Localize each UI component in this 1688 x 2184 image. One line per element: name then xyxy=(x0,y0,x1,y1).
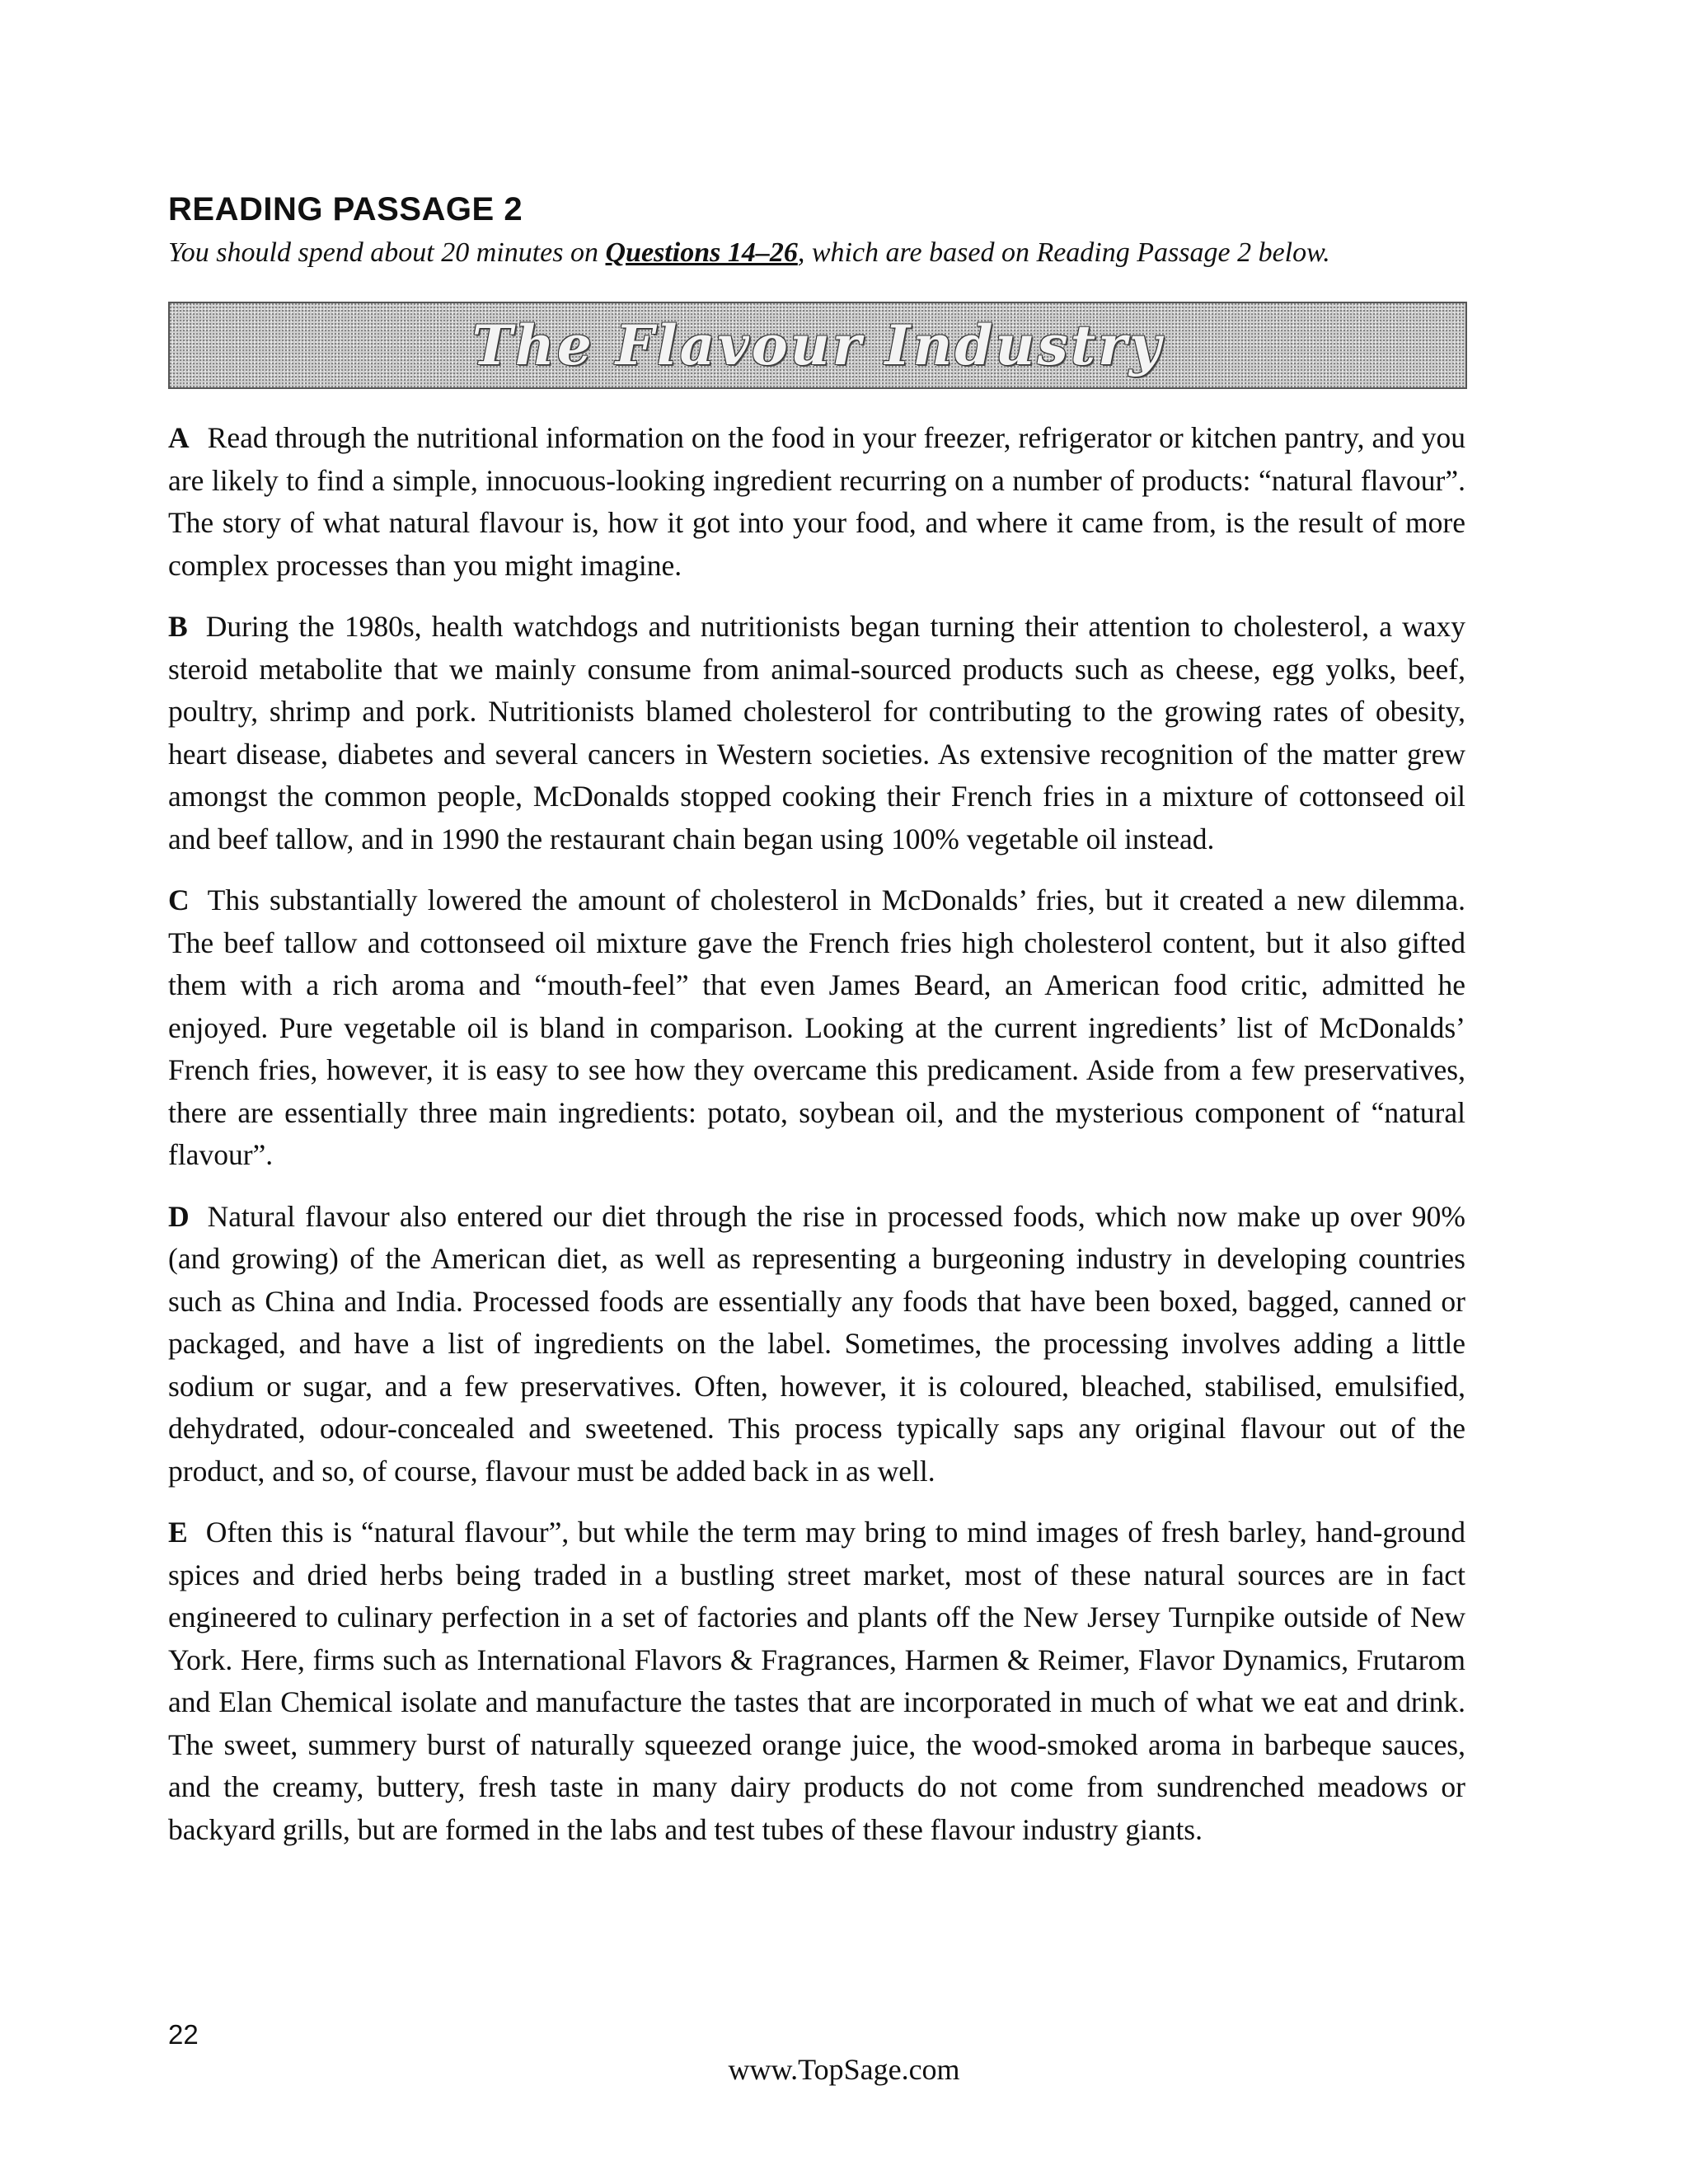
paragraph-c xyxy=(168,879,1465,1177)
instruction-text xyxy=(168,237,1330,269)
footer-url: www.TopSage.com xyxy=(728,2053,960,2086)
paragraph-letter: E xyxy=(168,1516,188,1549)
paragraph-e xyxy=(168,1511,1465,1851)
instruction-text-start: You should spend about 20 minutes on xyxy=(168,237,606,268)
paragraph-text: Read through the nutritional information on the food in your freezer, refrigerator or kitchen pantry, and you are likely to find a simple, innocuous-looking ingredient recurring on a number of products: “natural flavour”. The story of what natural flavour is, how it got into your food, and where it came from, is the result of more complex processes than you might imagine. xyxy=(168,421,1465,582)
passage-title: The Flavour Industry xyxy=(471,313,1164,377)
paragraph-letter: D xyxy=(168,1199,190,1233)
instruction-text-end: , which are based on Reading Passage 2 below. xyxy=(797,237,1330,268)
paragraph-letter: B xyxy=(168,610,188,643)
questions-range: Questions 14–26 xyxy=(605,237,798,268)
paragraph-text: This substantially lowered the amount of cholesterol in McDonalds’ fries, but it created a new dilemma. The beef tallow and cottonseed oil mixture gave the French fries high cholesterol content, but it also gifted them with a rich aroma and “mouth-feel” that even James Beard, an American food critic, admitted he enjoyed. Pure vegetable oil is bland in comparison. Looking at the current ingredients’ list of McDonalds’ French fries, however, it is easy to see how they overcame this predicament. Aside from a few preservatives, there are essentially three main ingredients: potato, soybean oil, and the mysterious component of “natural flavour”. xyxy=(168,883,1465,1171)
section-heading: READING PASSAGE 2 xyxy=(168,191,523,227)
page-number: 22 xyxy=(168,2019,199,2050)
paragraph-b xyxy=(168,606,1465,860)
paragraph-letter: C xyxy=(168,883,190,916)
paragraph-text: During the 1980s, health watchdogs and nutritionists began turning their attention to cholesterol, a waxy steroid metabolite that we mainly consume from animal-sourced products such as cheese, egg yolks, beef, poultry, shrimp and pork. Nutritionists blamed cholesterol for contributing to the growing rates of obesity, heart disease, diabetes and several cancers in Western societies. As extensive recognition of the matter grew amongst the common people, McDonalds stopped cooking their French fries in a mixture of cottonseed oil and beef tallow, and in 1990 the restaurant chain began using 100% vegetable oil instead. xyxy=(168,610,1465,855)
paragraph-text: Often this is “natural flavour”, but while the term may bring to mind images of fresh barley, hand-ground spices and dried herbs being traded in a bustling street market, most of these natural sources are in fact engineered to culinary perfection in a set of factories and plants off the New Jersey Turnpike outside of New York. Here, firms such as International Flavors & Fragrances, Harmen & Reimer, Flavor Dynamics, Frutarom and Elan Chemical isolate and manufacture the tastes that are incorporated in much of what we eat and drink. The sweet, summery burst of naturally squeezed orange juice, the wood-smoked aroma in barbeque sauces, and the creamy, buttery, fresh taste in many dairy products do not come from sundrenched meadows or backyard grills, but are formed in the labs and test tubes of these flavour industry giants. xyxy=(168,1516,1465,1846)
passage-body xyxy=(168,417,1465,1870)
passage-title-banner xyxy=(168,302,1467,389)
paragraph-a xyxy=(168,417,1465,587)
paragraph-d xyxy=(168,1196,1465,1493)
paragraph-text: Natural flavour also entered our diet through the rise in processed foods, which now make up over 90% (and growing) of the American diet, as well as representing a burgeoning industry in developing countries such as China and India. Processed foods are essentially any foods that have been boxed, bagged, canned or packaged, and have a list of ingredients on the label. Sometimes, the processing involves adding a little sodium or sugar, and a few preservatives. Often, however, it is coloured, bleached, stabilised, emulsified, dehydrated, odour-concealed and sweetened. This process typically saps any original flavour out of the product, and so, of course, flavour must be added back in as well. xyxy=(168,1199,1465,1488)
paragraph-letter: A xyxy=(168,421,190,454)
